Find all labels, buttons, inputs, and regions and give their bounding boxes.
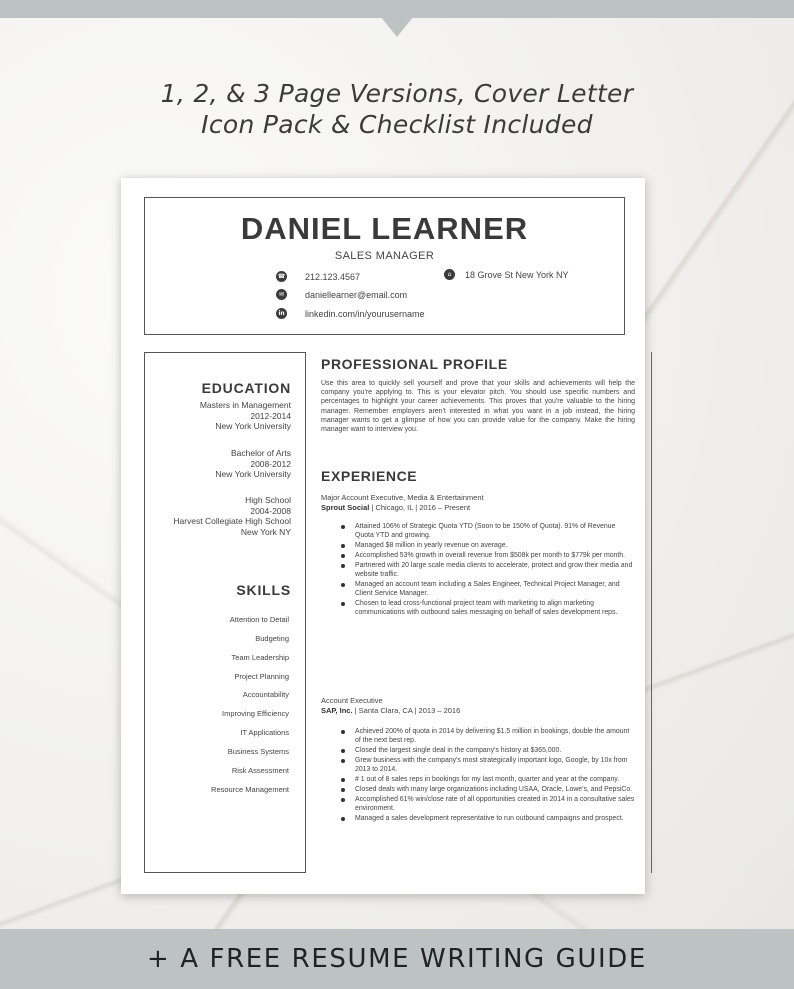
list-item: Attained 106% of Strategic Quota YTD (Soon to be 150% of Quota). 91% of Revenue Quota YTD and growing. [355, 522, 635, 541]
edu-school: New York University [215, 469, 291, 479]
skill-item: Resource Management [211, 785, 289, 794]
contact-linkedin-text: linkedin.com/in/yourusername [305, 308, 425, 319]
contact-email [276, 289, 407, 300]
skill-item: Accountability [242, 690, 289, 699]
right-column-rule [651, 352, 652, 873]
contact-phone [276, 271, 360, 282]
edu-location: New York NY [240, 526, 291, 537]
headline-line-2: Icon Pack & Checklist Included [201, 110, 593, 139]
resume-sheet [121, 178, 645, 894]
top-notch-arrow [381, 17, 413, 37]
linkedin-icon: in [276, 308, 287, 319]
edu-years: 2008-2012 [250, 458, 291, 469]
skill-item: Improving Efficiency [222, 709, 289, 718]
profile-heading: PROFESSIONAL PROFILE [321, 356, 508, 372]
contact-address-text: 18 Grove St New York NY [465, 269, 569, 280]
list-item: Accomplished 53% growth in overall revenue from $508k per month to $779k per month. [355, 551, 635, 560]
bottom-banner-text: + A FREE RESUME WRITING GUIDE [147, 944, 647, 974]
phone-icon: ☎ [277, 273, 286, 280]
education-entry [200, 400, 291, 432]
skill-item: Budgeting [255, 634, 289, 643]
job-location-dates: | Santa Clara, CA | 2013 – 2016 [352, 706, 461, 715]
list-item: Achieved 200% of quota in 2014 by delivering $1.5 million in bookings, double the amount of the next best rep. [355, 727, 635, 746]
resume-header [144, 197, 625, 335]
profile-text: Use this area to quickly sell yourself and prove that your skills and achievements will help the company you're applying to. This is your elevator pitch. You should use specific numbers and percentages to highlight your career achievements. This proves that you're valuable to the hiring manager. Remember employers aren't interested in what you want in a job instead, the hiring manager wants to get a glimpse of how you can provide value for the company. Make the hiring manager want to interview you. [321, 380, 635, 434]
edu-degree: Masters in Management [199, 400, 291, 410]
list-item: Grew business with the company's most strategically important logo, Google, by 10x from 2013 to 2014. [355, 756, 635, 775]
email-icon: ✉ [276, 289, 287, 300]
education-entry [215, 448, 291, 480]
contact-email-text: daniellearner@email.com [305, 289, 408, 300]
job-meta [321, 706, 460, 715]
job-title: Major Account Executive, Media & Entertainment [321, 493, 484, 502]
list-item: # 1 out of 8 sales reps in bookings for my last month, quarter and year at the company. [355, 775, 635, 784]
job-meta [321, 503, 470, 512]
list-item: Accomplished 61% win/close rate of all opportunities created in 2014 in a consultative sales environment. [355, 795, 635, 812]
skill-item: Attention to Detail [229, 615, 289, 624]
left-sidebar [144, 352, 306, 873]
job-location-dates: | Chicago, IL | 2016 – Present [369, 503, 471, 512]
skill-item: Business Systems [227, 747, 289, 756]
job-bullets [355, 727, 635, 823]
edu-degree: High School [245, 495, 291, 505]
education-entry [173, 495, 291, 537]
top-banner-band [0, 0, 794, 18]
skills-heading: SKILLS [236, 582, 291, 598]
contact-address [444, 269, 569, 280]
contact-phone-text: 212.123.4567 [305, 271, 361, 282]
job-bullets [355, 522, 635, 618]
resume-name: DANIEL LEARNER [240, 211, 529, 246]
edu-degree: Bachelor of Arts [230, 448, 291, 458]
experience-heading: EXPERIENCE [321, 468, 418, 484]
list-item: Closed deals with many large organizations including USAA, Oracle, Lowe's, and PepsiCo. [355, 785, 635, 794]
list-item: Managed $8 million in yearly revenue on average. [355, 541, 635, 550]
skill-item: IT Applications [240, 728, 289, 737]
skill-item: Project Planning [234, 672, 289, 681]
resume-title: SALES MANAGER [334, 250, 435, 262]
home-icon: ⌂ [444, 269, 455, 280]
edu-years: 2004-2008 [250, 505, 291, 516]
headline-line-1: 1, 2, & 3 Page Versions, Cover Letter [160, 79, 634, 108]
list-item: Chosen to lead cross-functional project team with marketing to align marketing communications with outbound sales messaging on behalf of sales development reps. [355, 599, 635, 618]
list-item: Closed the largest single deal in the company's history at $365,000. [355, 746, 635, 755]
contact-linkedin [276, 308, 425, 319]
education-heading: EDUCATION [201, 380, 291, 396]
bottom-banner [0, 929, 794, 989]
job-title: Account Executive [321, 696, 383, 705]
edu-years: 2012-2014 [250, 410, 291, 421]
skill-item: Risk Assessment [231, 766, 289, 775]
job-company: SAP, Inc. [321, 706, 353, 715]
list-item: Managed a sales development representative to run outbound campaigns and prospect. [355, 814, 635, 823]
list-item: Managed an account team including a Sales Engineer, Technical Project Manager, and Client Service Manager. [355, 580, 635, 599]
list-item: Partnered with 20 large scale media clients to accelerate, protect and grow their media and website traffic. [355, 561, 635, 580]
edu-school: New York University [215, 421, 291, 431]
promo-headline [0, 78, 794, 140]
job-company: Sprout Social [321, 503, 370, 512]
edu-school: Harvest Collegiate High School [173, 516, 291, 526]
skill-item: Team Leadership [231, 653, 289, 662]
